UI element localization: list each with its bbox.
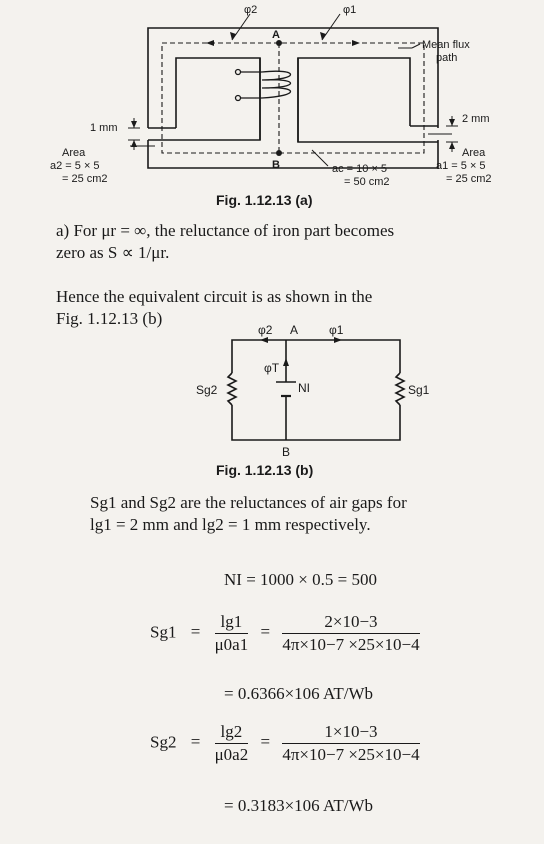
paragraph-line: Sg1 and Sg2 are the reluctances of air gaps for — [90, 493, 407, 512]
sg1-lhs: Sg1 — [150, 622, 177, 642]
sg2-f2-num: 1×10−3 — [282, 722, 419, 744]
label-mean-flux: Mean flux — [422, 39, 470, 51]
sg2-f1-num: lg2 — [215, 722, 249, 744]
label-ni: NI — [298, 381, 310, 395]
label-phi1: φ1 — [343, 4, 357, 16]
sg2-f2-den: 4π×10−7 ×25×10−4 — [282, 745, 420, 764]
paragraph-air-gap-reluctances — [90, 492, 510, 536]
label-b-phi1: φ1 — [329, 323, 344, 337]
sg2-fraction-2 — [282, 722, 419, 765]
equation-ni: NI = 1000 × 0.5 = 500 — [224, 570, 377, 589]
paragraph-line: lg1 = 2 mm and lg2 = 1 mm respectively. — [90, 515, 371, 534]
label-area-right-1: Area — [462, 147, 486, 159]
label-path: path — [436, 52, 458, 64]
label-sg1: Sg1 — [408, 383, 430, 397]
sg2-lhs: Sg2 — [150, 732, 177, 752]
sg1-f1-num: lg1 — [215, 612, 249, 634]
label-area-right-2: a1 = 5 × 5 — [436, 160, 486, 172]
sg1-fraction-2 — [282, 612, 419, 655]
label-phi-t: φT — [264, 361, 280, 375]
equation-sg1-result: = 0.6366×106 AT/Wb — [224, 684, 374, 703]
label-area-right-3: = 25 cm2 — [446, 173, 492, 185]
flux-arrow-right — [352, 40, 360, 46]
label-area-left-1: Area — [62, 147, 86, 159]
sg2-f1-den: μ0a2 — [214, 745, 249, 764]
paragraph-iron-reluctance — [56, 220, 496, 264]
label-center-2: = 50 cm2 — [344, 176, 390, 188]
sg1-f2-den: 4π×10−7 ×25×10−4 — [282, 635, 420, 654]
equation-sg2: Sg2 = $\frac{\lg 2}{\mu 0a2}$ = $\frac{1\times 10-3}{4\pi\times 10-7 \times 25\times 10-4}$ — [150, 722, 420, 764]
label-sg2: Sg2 — [196, 383, 218, 397]
sg1-f2-num: 2×10−3 — [282, 612, 419, 634]
sg1-f1-den: μ0a1 — [214, 635, 249, 654]
sg2-fraction-1 — [215, 722, 249, 765]
sg1-resistor-icon — [396, 373, 404, 405]
label-area-left-3: = 25 cm2 — [62, 173, 108, 185]
paragraph-line: a) For μr = ∞, the reluctance of iron part becomes — [56, 221, 395, 240]
label-center-1: ac = 10 × 5 — [332, 163, 388, 175]
caption-fig-a: Fig. 1.12.13 (a) — [216, 192, 313, 208]
paragraph-line: zero as S ∝ 1/μr. — [56, 243, 170, 262]
label-b: B — [272, 159, 280, 171]
paragraph-equivalent-circuit — [56, 286, 496, 330]
label-phi2: φ2 — [244, 4, 258, 16]
equation-sg1: Sg1 = $\frac{\lg 1}{\mu 0a1}$ = $\frac{2\times 10-3}{4\pi\times 10-7 \times 25\times 10-4}$ — [150, 612, 420, 654]
label-b-b: B — [282, 445, 291, 459]
label-gap-left: 1 mm — [90, 122, 118, 134]
label-b-phi2: φ2 — [258, 323, 273, 337]
equation-sg2-result: = 0.3183×106 AT/Wb — [224, 796, 374, 815]
paragraph-line: Hence the equivalent circuit is as shown in the — [56, 287, 373, 306]
sg2-resistor-icon — [228, 373, 236, 405]
label-area-left-2: a2 = 5 × 5 — [50, 160, 100, 172]
point-b-dot — [276, 150, 282, 156]
flux-arrow-left — [206, 40, 214, 46]
paragraph-line: Fig. 1.12.13 (b) — [56, 309, 163, 328]
label-gap-right: 2 mm — [462, 113, 490, 125]
figure-b-equivalent-circuit — [228, 340, 404, 440]
caption-fig-b: Fig. 1.12.13 (b) — [216, 462, 314, 478]
label-a: A — [272, 29, 280, 41]
coil-icon — [236, 70, 291, 101]
label-b-a: A — [290, 323, 299, 337]
sg1-fraction-1 — [215, 612, 249, 655]
